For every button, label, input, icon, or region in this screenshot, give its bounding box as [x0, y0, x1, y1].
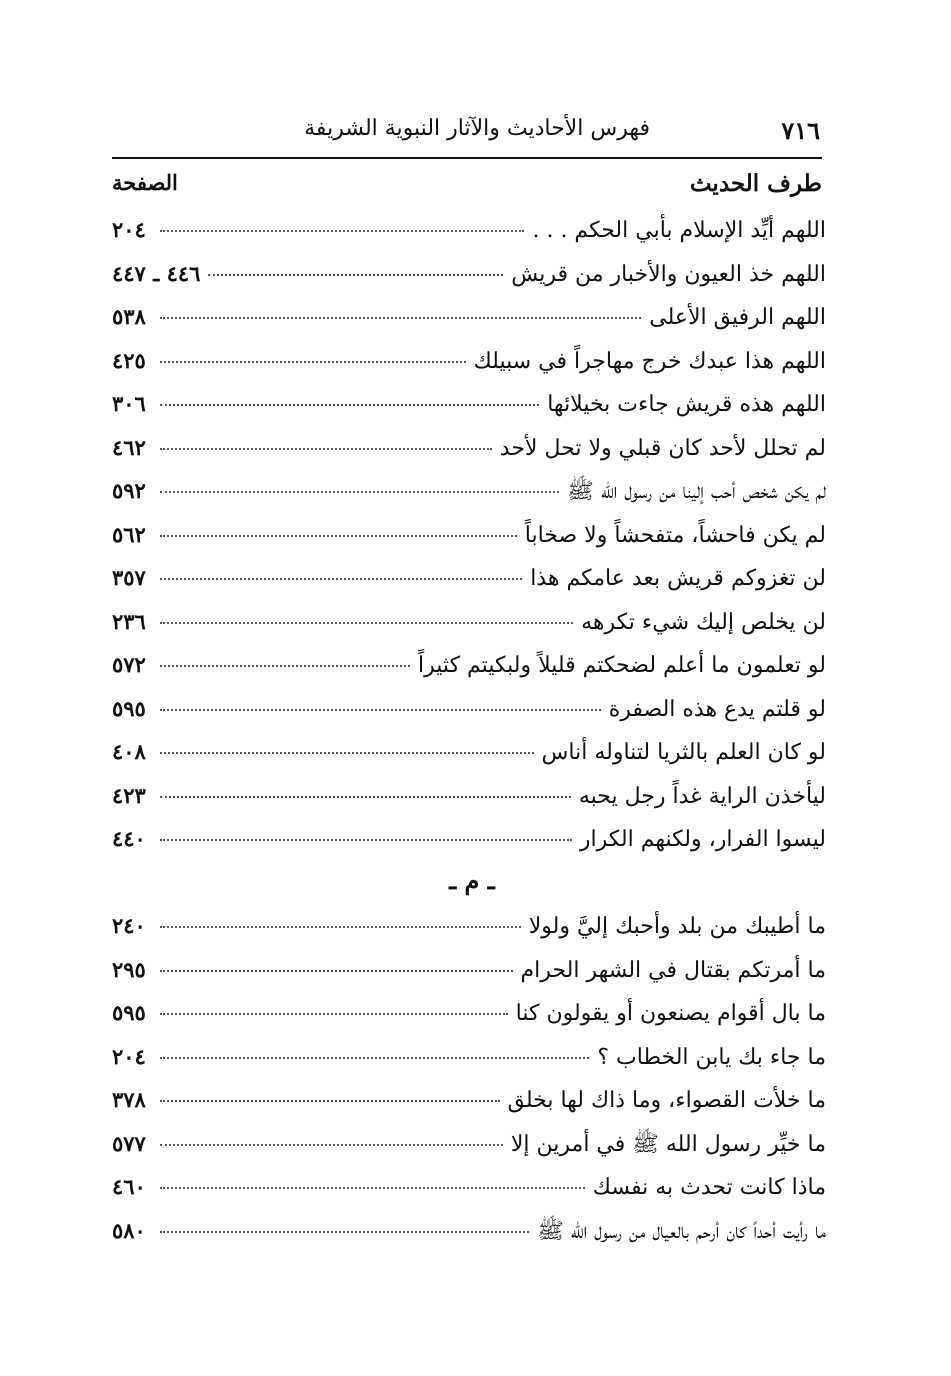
index-entry — [112, 643, 826, 687]
page-number: ٧١٦ — [781, 116, 820, 145]
index-entry — [112, 730, 826, 774]
index-entry — [112, 1122, 826, 1166]
dot-leader — [160, 361, 466, 363]
entry-page: ٥٩٥ — [112, 1000, 146, 1025]
entry-page: ٤٤٦ ـ ٤٤٧ — [112, 260, 201, 286]
entry-text: ما أمرتكم بقتال في الشهر الحرام — [520, 957, 826, 983]
column-headers — [112, 170, 822, 206]
entry-page: ٤٢٥ — [112, 347, 146, 373]
entry-text: ليأخذن الراية غداً رجل يحبه — [578, 783, 826, 809]
dot-leader — [160, 535, 517, 537]
entry-text: لم يكن شخص أحب إلينا من رسول الله ﷺ — [567, 479, 826, 504]
entry-text: ما خيِّر رسول الله ﷺ في أمرين إلا — [510, 1131, 826, 1157]
dot-leader — [160, 578, 522, 580]
running-title: فهرس الأحاديث والآثار النبوية الشريفة — [304, 116, 650, 141]
dot-leader — [160, 230, 524, 232]
index-entry — [112, 991, 826, 1035]
entry-page: ٢٠٤ — [112, 1043, 146, 1069]
section-letter-mim: ـ م ـ — [449, 866, 495, 895]
entry-text: لن تغزوكم قريش بعد عامكم هذا — [530, 566, 826, 591]
entry-text: ما بال أقوام يصنعون أو يقولون كنا — [515, 1001, 826, 1026]
entry-page: ٤٦٢ — [112, 434, 146, 460]
dot-leader — [160, 752, 534, 754]
entry-page: ٥٧٢ — [112, 652, 146, 677]
entry-text: اللهم الرفيق الأعلى — [649, 305, 826, 330]
entry-page: ٥٦٢ — [112, 521, 146, 547]
entry-text: لو كان العلم بالثريا لتناوله أناس — [541, 740, 826, 765]
entry-text: اللهم هذا عبدك خرج مهاجراً في سبيلك — [473, 348, 826, 374]
index-entry — [112, 948, 826, 992]
index-entry — [112, 1209, 826, 1253]
index-list-lam — [112, 208, 826, 861]
entry-text: ما جاء بك يابن الخطاب ؟ — [597, 1044, 826, 1070]
entry-page: ٥٩٥ — [112, 695, 146, 721]
dot-leader — [208, 274, 503, 276]
index-entry — [112, 469, 826, 513]
entry-text: لو قلتم يدع هذه الصفرة — [608, 696, 826, 722]
index-entry — [112, 556, 826, 600]
dot-leader — [160, 317, 641, 319]
column-header-hadith: طرف الحديث — [689, 170, 822, 197]
dot-leader — [160, 709, 601, 711]
entry-page: ٢٣٦ — [112, 608, 146, 634]
dot-leader — [160, 796, 571, 798]
index-entry — [112, 208, 826, 252]
entry-page: ٢٠٤ — [112, 217, 146, 242]
running-head — [120, 112, 820, 152]
dot-leader — [160, 1231, 529, 1233]
entry-page: ٤٦٠ — [112, 1174, 146, 1199]
entry-text: لن يخلص إليك شيء تكرهه — [581, 609, 826, 635]
entry-page: ٣٥٧ — [112, 565, 146, 590]
dot-leader — [160, 926, 521, 928]
entry-page: ٣٠٦ — [112, 391, 146, 416]
entry-text: لم يكن فاحشاً، متفحشاً ولا صخاباً — [524, 522, 826, 548]
entry-text: اللهم أيِّد الإسلام بأبي الحكم . . . — [532, 218, 826, 243]
index-entry — [112, 904, 826, 948]
index-entry — [112, 817, 826, 861]
index-entry — [112, 1035, 826, 1079]
entry-text: ما أطيبك من بلد وأحبك إليَّ ولولا — [528, 914, 826, 939]
index-entry — [112, 774, 826, 818]
index-entry — [112, 600, 826, 644]
entry-text: ليسوا الفرار، ولكنهم الكرار — [579, 827, 826, 852]
dot-leader — [160, 1144, 503, 1146]
entry-page: ٥٣٨ — [112, 304, 146, 329]
index-entry — [112, 382, 826, 426]
entry-page: ٣٧٨ — [112, 1087, 146, 1112]
header-rule — [112, 157, 822, 159]
entry-page: ٤٢٣ — [112, 782, 146, 808]
index-list-mim — [112, 904, 826, 1252]
dot-leader — [160, 404, 539, 406]
entry-text: لم تحلل لأحد كان قبلي ولا تحل لأحد — [499, 435, 826, 461]
entry-page: ٥٧٧ — [112, 1130, 146, 1156]
dot-leader — [160, 1187, 585, 1189]
entry-text: ما خلأت القصواء، وما ذاك لها بخلق — [507, 1088, 826, 1113]
entry-page: ٥٨٠ — [112, 1217, 146, 1243]
dot-leader — [160, 1100, 500, 1102]
entry-text: ماذا كانت تحدث به نفسك — [592, 1175, 826, 1200]
dot-leader — [160, 1013, 508, 1015]
entry-page: ٢٩٥ — [112, 956, 146, 982]
index-entry — [112, 252, 826, 296]
index-entry — [112, 339, 826, 383]
dot-leader — [160, 448, 492, 450]
index-entry — [112, 1078, 826, 1122]
dot-leader — [160, 622, 573, 624]
column-header-page: الصفحة — [112, 170, 178, 195]
entry-text: ما رأيت أحداً كان أرحم بالعيال من رسول الله ﷺ — [537, 1218, 826, 1244]
dot-leader — [160, 665, 410, 667]
entry-text: لو تعلمون ما أعلم لضحكتم قليلاً ولبكيتم كثيراً — [418, 653, 826, 678]
index-entry — [112, 1165, 826, 1209]
dot-leader — [160, 839, 572, 841]
entry-text: اللهم خذ العيون والأخبار من قريش — [511, 261, 826, 287]
index-entry — [112, 295, 826, 339]
entry-page: ٤٤٠ — [112, 826, 146, 851]
dot-leader — [160, 491, 559, 493]
entry-text: اللهم هذه قريش جاءت بخيلائها — [547, 392, 826, 417]
index-entry — [112, 426, 826, 470]
entry-page: ٥٩٢ — [112, 478, 146, 503]
entry-page: ٢٤٠ — [112, 913, 146, 938]
entry-page: ٤٠٨ — [112, 739, 146, 764]
index-entry — [112, 687, 826, 731]
dot-leader — [160, 970, 513, 972]
dot-leader — [160, 1057, 589, 1059]
index-entry — [112, 513, 826, 557]
